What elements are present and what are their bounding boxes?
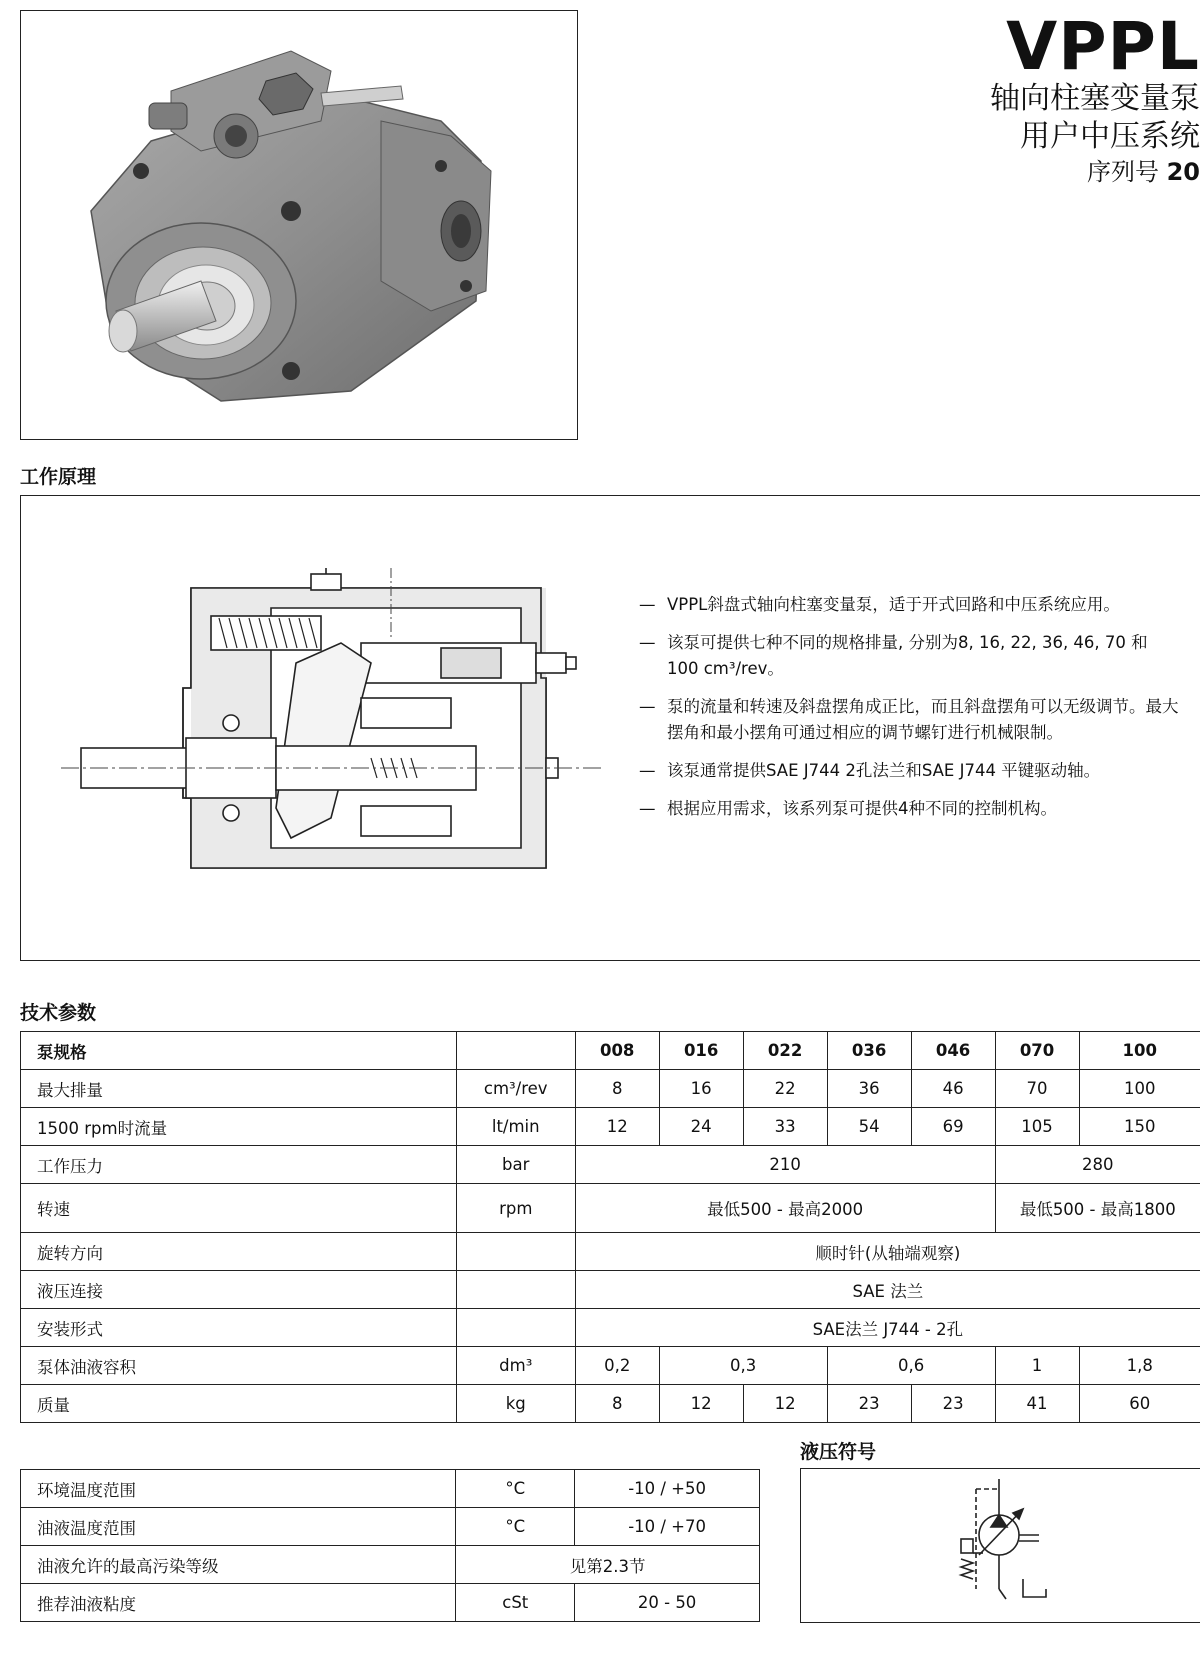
row-label: 泵规格 <box>21 1032 457 1070</box>
table-row <box>21 1146 1200 1184</box>
serial-line <box>940 156 1200 188</box>
table-row <box>21 1032 1200 1070</box>
value-cell: 0,2 <box>575 1347 659 1385</box>
pump-cross-section-diagram <box>41 568 621 898</box>
value-cell: 60 <box>1079 1385 1200 1423</box>
row-label: 环境温度范围 <box>21 1470 456 1508</box>
value-cell: 12 <box>659 1385 743 1423</box>
size-header: 008 <box>575 1032 659 1070</box>
principle-section-title: 工作原理 <box>20 466 97 488</box>
unit-cell: °C <box>456 1508 575 1546</box>
value-cell: 见第2.3节 <box>456 1546 760 1584</box>
value-cell: 150 <box>1079 1108 1200 1146</box>
row-label: 质量 <box>21 1385 457 1423</box>
value-cell: 20 - 50 <box>575 1584 760 1622</box>
row-label: 旋转方向 <box>21 1233 457 1271</box>
value-cell: 0,6 <box>827 1347 995 1385</box>
row-label: 油液温度范围 <box>21 1508 456 1546</box>
value-cell: 69 <box>911 1108 995 1146</box>
table-row <box>21 1546 760 1584</box>
size-header: 046 <box>911 1032 995 1070</box>
row-label: 工作压力 <box>21 1146 457 1184</box>
value-cell: 280 <box>995 1146 1200 1184</box>
unit-cell: bar <box>456 1146 575 1184</box>
principle-bullet-list <box>639 592 1179 834</box>
value-cell: SAE法兰 J744 - 2孔 <box>575 1309 1200 1347</box>
principle-bullet: — 根据应用需求，该系列泵可提供4种不同的控制机构。 <box>639 799 1057 818</box>
serial-label: 序列号 <box>1086 158 1159 186</box>
subtitle-line-1: 轴向柱塞变量泵 <box>990 81 1200 116</box>
table-row <box>21 1385 1200 1423</box>
unit-cell <box>456 1271 575 1309</box>
unit-cell <box>456 1309 575 1347</box>
row-label: 油液允许的最高污染等级 <box>21 1546 456 1584</box>
unit-cell: rpm <box>456 1184 575 1233</box>
table-row <box>21 1309 1200 1347</box>
principle-bullet: — 泵的流量和转速及斜盘摆角成正比，而且斜盘摆角可以无级调节。最大摆角和最小摆角可通过相应的调节螺钉进行机械限制。 <box>639 697 1179 742</box>
value-cell: 23 <box>827 1385 911 1423</box>
value-cell: 0,3 <box>659 1347 827 1385</box>
value-cell: -10 / +50 <box>575 1470 760 1508</box>
value-cell: 210 <box>575 1146 995 1184</box>
size-header: 070 <box>995 1032 1079 1070</box>
document-header <box>940 8 1200 188</box>
subtitle-line-2: 用户中压系统 <box>1020 119 1200 154</box>
row-label: 1500 rpm时流量 <box>21 1108 457 1146</box>
value-cell: 23 <box>911 1385 995 1423</box>
serial-number: 20 <box>1166 158 1200 186</box>
value-cell: 33 <box>743 1108 827 1146</box>
table-row <box>21 1347 1200 1385</box>
spec-table <box>20 1031 1200 1423</box>
unit-cell: cSt <box>456 1584 575 1622</box>
principle-bullet: — VPPL斜盘式轴向柱塞变量泵，适于开式回路和中压系统应用。 <box>639 595 1120 614</box>
value-cell: 8 <box>575 1070 659 1108</box>
row-label: 液压连接 <box>21 1271 457 1309</box>
value-cell: 1,8 <box>1079 1347 1200 1385</box>
value-cell: 最低500 - 最高2000 <box>575 1184 995 1233</box>
value-cell: 54 <box>827 1108 911 1146</box>
value-cell: 8 <box>575 1385 659 1423</box>
row-label: 泵体油液容积 <box>21 1347 457 1385</box>
unit-cell: kg <box>456 1385 575 1423</box>
size-header: 016 <box>659 1032 743 1070</box>
hydraulic-symbol-box <box>800 1468 1200 1623</box>
value-cell: 22 <box>743 1070 827 1108</box>
environment-table <box>20 1469 760 1622</box>
product-photo <box>20 10 578 440</box>
value-cell: 41 <box>995 1385 1079 1423</box>
unit-cell: °C <box>456 1470 575 1508</box>
table-row <box>21 1233 1200 1271</box>
size-header: 022 <box>743 1032 827 1070</box>
value-cell: 24 <box>659 1108 743 1146</box>
value-cell: 100 <box>1079 1070 1200 1108</box>
table-row <box>21 1070 1200 1108</box>
value-cell: 46 <box>911 1070 995 1108</box>
pump-photo-illustration <box>21 11 576 438</box>
model-title: VPPL <box>1006 8 1200 85</box>
row-label: 推荐油液粘度 <box>21 1584 456 1622</box>
unit-cell: dm³ <box>456 1347 575 1385</box>
table-row <box>21 1508 760 1546</box>
table-row <box>21 1184 1200 1233</box>
unit-cell: cm³/rev <box>456 1070 575 1108</box>
value-cell: 16 <box>659 1070 743 1108</box>
size-header: 036 <box>827 1032 911 1070</box>
value-cell: 105 <box>995 1108 1079 1146</box>
principle-bullet: — 该泵可提供七种不同的规格排量, 分别为8, 16, 22, 36, 46, 70 和100 cm³/rev。 <box>639 633 1148 678</box>
row-label: 安装形式 <box>21 1309 457 1347</box>
value-cell: 70 <box>995 1070 1079 1108</box>
value-cell: 12 <box>743 1385 827 1423</box>
hydraulic-symbol-icon <box>801 1469 1199 1621</box>
unit-cell <box>456 1032 575 1070</box>
table-row <box>21 1108 1200 1146</box>
unit-cell <box>456 1233 575 1271</box>
value-cell: SAE 法兰 <box>575 1271 1200 1309</box>
value-cell: 12 <box>575 1108 659 1146</box>
specs-section-title: 技术参数 <box>20 1002 97 1024</box>
principle-bullet: — 该泵通常提供SAE J744 2孔法兰和SAE J744 平键驱动轴。 <box>639 761 1101 780</box>
value-cell: 1 <box>995 1347 1079 1385</box>
row-label: 转速 <box>21 1184 457 1233</box>
principle-box <box>20 495 1200 961</box>
symbol-section-title: 液压符号 <box>800 1441 877 1463</box>
table-row <box>21 1271 1200 1309</box>
unit-cell: lt/min <box>456 1108 575 1146</box>
value-cell: -10 / +70 <box>575 1508 760 1546</box>
value-cell: 最低500 - 最高1800 <box>995 1184 1200 1233</box>
size-header: 100 <box>1079 1032 1200 1070</box>
table-row <box>21 1470 760 1508</box>
value-cell: 36 <box>827 1070 911 1108</box>
value-cell: 顺时针(从轴端观察) <box>575 1233 1200 1271</box>
row-label: 最大排量 <box>21 1070 457 1108</box>
table-row <box>21 1584 760 1622</box>
